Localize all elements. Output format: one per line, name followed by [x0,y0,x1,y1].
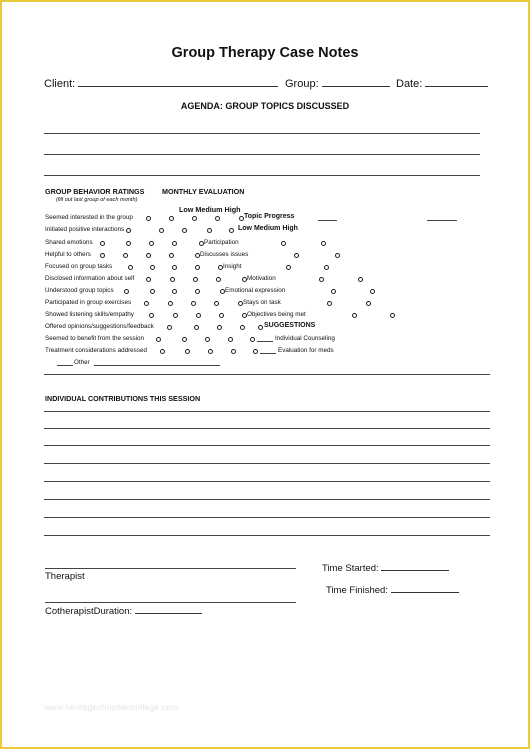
other-blank[interactable] [57,365,73,366]
low-medium-high-heading: Low Medium High [238,225,298,232]
rating-radio[interactable] [182,337,187,342]
topic-rating-radio[interactable] [335,253,340,258]
topic-rating-radio[interactable] [294,253,299,258]
topic-progress-blank[interactable] [318,220,337,221]
topic-label: Stays on task [243,299,281,306]
agenda-line[interactable] [44,175,480,176]
time-started-label: Time Started: [322,563,379,574]
rating-item-label: Seemed to benefit from the session [45,335,145,342]
contribution-line[interactable] [44,445,490,446]
topic-label: Motivation [247,275,276,282]
therapist-label: Therapist [45,571,85,582]
check-radio[interactable] [253,349,258,354]
rating-item-label: Shared emotions [45,239,93,246]
rating-radio[interactable] [240,325,245,330]
contributions-heading: INDIVIDUAL CONTRIBUTIONS THIS SESSION [45,394,201,403]
cotherapist-duration [45,603,202,617]
group-field[interactable] [285,76,390,90]
rating-item-label: Participated in group exercises [45,299,132,306]
page-title: Group Therapy Case Notes [171,45,359,61]
contribution-line[interactable] [44,428,490,429]
rating-radio[interactable] [146,253,151,258]
cotherapist-label: Cotherapist [45,606,94,617]
check-radio[interactable] [250,337,255,342]
rating-radio[interactable] [185,349,190,354]
contribution-line[interactable] [44,481,490,482]
contribution-line[interactable] [44,517,490,518]
rating-radio[interactable] [231,349,236,354]
rating-radio-low[interactable] [144,301,149,306]
rating-radio[interactable] [169,253,174,258]
rating-radio[interactable] [192,216,197,221]
time-finished [326,582,459,596]
topic-label: Participation [204,239,239,246]
group-label: Group: [285,78,319,90]
rating-radio[interactable] [196,313,201,318]
rating-radio[interactable] [195,265,200,270]
suggestions-radio[interactable] [258,325,263,330]
topic-rating-radio[interactable] [366,301,371,306]
topic-rating-radio[interactable] [352,313,357,318]
duration-line[interactable] [135,603,202,614]
rating-radio[interactable] [228,337,233,342]
rating-item-label: Understood group topics [45,287,114,294]
rating-item-label: Helpful to others [45,251,91,258]
topic-rating-radio[interactable] [281,241,286,246]
topic-label: Emotional expression [225,287,286,294]
date-field[interactable] [396,76,488,90]
ratings-note: (fill out last group of each month) [56,197,138,203]
other-line[interactable] [94,365,220,366]
rating-radio[interactable] [169,216,174,221]
check-blank[interactable] [257,341,273,342]
duration-label: Duration: [93,606,133,617]
rating-radio[interactable] [168,301,173,306]
rating-radio[interactable] [172,265,177,270]
agenda-line[interactable] [44,154,480,155]
topic-label: Discusses issues [200,251,249,258]
time-started-line[interactable] [381,560,449,571]
topic-rating-radio[interactable] [358,277,363,282]
rating-radio-low[interactable] [100,253,105,258]
other-label: Other [74,359,90,366]
watermark: www.heritagechristiancollege.com [44,702,179,712]
rating-radio-low[interactable] [146,216,151,221]
rating-radio[interactable] [150,289,155,294]
rating-radio-low[interactable] [146,277,151,282]
rating-radio-low[interactable] [156,337,161,342]
rating-radio-low[interactable] [124,289,129,294]
topic-rating-radio[interactable] [286,265,291,270]
contribution-line[interactable] [44,535,490,536]
topic-label: Objectives being met [247,311,306,318]
contribution-line[interactable] [44,499,490,500]
rating-radio[interactable] [182,228,187,233]
rating-radio[interactable] [150,265,155,270]
rating-item-label: Showed listening skills/empathy [45,311,134,318]
section-divider [44,374,490,375]
topic-progress-blank[interactable] [427,220,457,221]
client-line [78,76,278,87]
therapist-signature-line[interactable] [45,568,296,569]
individual-counseling-label: Individual Counseling [275,335,335,342]
agenda-heading: AGENDA: GROUP TOPICS DISCUSSED [180,101,350,111]
rating-radio[interactable] [215,216,220,221]
rating-radio[interactable] [159,228,164,233]
rating-radio[interactable] [149,241,154,246]
rating-item-label: Focused on group tasks [45,263,113,270]
topic-progress-heading: Topic Progress [244,213,295,220]
rating-scale: Low Medium High [179,205,241,214]
rating-radio-low[interactable] [167,325,172,330]
topic-rating-radio[interactable] [331,289,336,294]
topic-rating-radio[interactable] [390,313,395,318]
ratings-heading: GROUP BEHAVIOR RATINGS [45,187,145,196]
rating-radio[interactable] [194,325,199,330]
topic-rating-radio[interactable] [319,277,324,282]
rating-radio[interactable] [126,241,131,246]
time-started [322,560,449,574]
evaluation-for-meds-label: Evaluation for meds [278,347,334,354]
group-line [322,76,390,87]
rating-radio-low[interactable] [100,241,105,246]
rating-item-label: Treatment considerations addressed [45,347,147,354]
check-blank[interactable] [260,353,276,354]
topic-radio[interactable] [229,228,234,233]
rating-radio[interactable] [214,301,219,306]
rating-radio[interactable] [207,228,212,233]
client-label: Client: [44,78,76,90]
rating-item-label: Initiated positive interactions [45,226,125,233]
rating-radio-low[interactable] [126,228,131,233]
topic-rating-radio[interactable] [327,301,332,306]
rating-radio[interactable] [216,277,221,282]
date-label: Date: [396,78,423,90]
topic-label: Insight [223,263,242,270]
rating-radio-low[interactable] [128,265,133,270]
rating-item-label: Seemed interested in the group [45,214,133,221]
rating-radio[interactable] [205,337,210,342]
rating-radio[interactable] [193,277,198,282]
topic-rating-radio[interactable] [324,265,329,270]
time-finished-label: Time Finished: [326,585,388,596]
topic-rating-radio[interactable] [321,241,326,246]
rating-radio[interactable] [172,289,177,294]
contribution-line[interactable] [44,463,490,464]
rating-item-label: Offered opinions/suggestions/feedback [45,323,154,330]
rating-radio[interactable] [195,289,200,294]
rating-radio[interactable] [173,313,178,318]
rating-radio[interactable] [191,301,196,306]
rating-radio[interactable] [208,349,213,354]
rating-radio[interactable] [217,325,222,330]
contribution-line[interactable] [44,411,490,412]
rating-radio[interactable] [170,277,175,282]
suggestions-heading: SUGGESTIONS [264,322,316,329]
date-line [425,76,488,87]
rating-radio[interactable] [172,241,177,246]
monthly-heading: MONTHLY EVALUATION [162,187,245,196]
time-finished-line[interactable] [391,582,459,593]
agenda-line[interactable] [44,133,480,134]
rating-radio[interactable] [219,313,224,318]
topic-rating-radio[interactable] [370,289,375,294]
rating-radio[interactable] [123,253,128,258]
client-field[interactable] [44,76,278,90]
rating-radio-low[interactable] [160,349,165,354]
rating-item-label: Disclosed information about self [45,275,135,282]
rating-radio-low[interactable] [149,313,154,318]
